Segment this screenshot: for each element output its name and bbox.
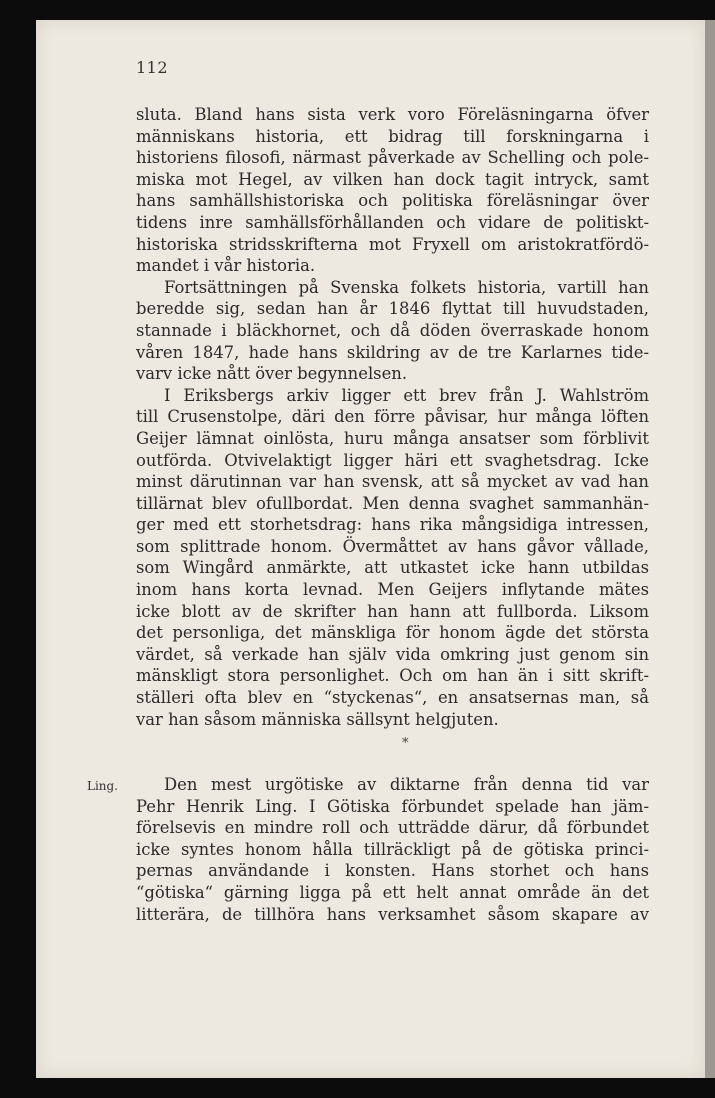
text-line: stannade i bläckhornet, och då döden överraskade honom	[136, 320, 649, 340]
text-line: beredde sig, sedan han år 1846 flyttat till huvudstaden,	[136, 299, 649, 319]
text-line: litterära, de tillhöra hans verksamhet såsom skapare av	[136, 904, 649, 924]
text-line: icke syntes honom hålla tillräckligt på de götiska princi-	[136, 839, 649, 859]
text-line: till Crusenstolpe, däri den förre påvisar, hur många löften	[136, 407, 649, 427]
text-line: icke blott av de skrifter han hann att fullborda. Liksom	[136, 601, 649, 621]
page-edge	[705, 20, 715, 1078]
page-number: 112	[136, 58, 169, 77]
text-line: ger med ett storhetsdrag: hans rika mångsidiga intressen,	[136, 515, 649, 535]
text-line: Fortsättningen på Svenska folkets historia, vartill han	[164, 277, 649, 297]
text-line: hans samhällshistoriska och politiska föreläsningar över	[136, 191, 649, 211]
text-line: historiska stridsskrifterna mot Fryxell om aristokratfördö-	[136, 234, 649, 254]
main-text-block	[136, 104, 649, 730]
section-asterisk: *	[402, 736, 409, 751]
text-line: inom hans korta levnad. Men Geijers inflytande mätes	[136, 580, 649, 600]
text-line: sluta. Bland hans sista verk voro Föreläsningarna öfver	[136, 105, 649, 124]
text-line: minst därutinnan var han svensk, att så mycket av vad han	[136, 472, 649, 492]
margin-note: Ling.	[86, 779, 118, 793]
text-line: värdet, så verkade han själv vida omkring just genom sin	[136, 644, 649, 664]
text-line: tidens inre samhällsförhållanden och vidare de politiskt-	[136, 212, 649, 232]
text-line: miska mot Hegel, av vilken han dock tagit intryck, samt	[136, 169, 649, 189]
text-line: Den mest urgötiske av diktarne från denna tid var	[164, 775, 649, 794]
text-line: mandet i vår historia.	[136, 256, 316, 276]
text-line: som Wingård anmärkte, att utkastet icke hann utbildas	[136, 558, 649, 578]
text-line: pernas användande i konsten. Hans storhet och hans	[136, 861, 649, 881]
text-line: I Eriksbergs arkiv ligger ett brev från J. Wahlström	[164, 385, 649, 405]
text-line: var han såsom människa sällsynt helgjuten.	[136, 709, 499, 729]
text-line: “götiska“ gärning ligga på ett helt annat område än det	[136, 882, 649, 902]
text-line: historiens filosofi, närmast påverkade av Schelling och pole-	[136, 148, 649, 168]
second-text-block	[136, 774, 649, 925]
text-line: våren 1847, hade hans skildring av de tre Karlarnes tide-	[136, 342, 649, 362]
text-line: varv icke nått över begynnelsen.	[136, 364, 408, 384]
text-line: tillärnat blev ofullbordat. Men denna svaghet sammanhän-	[136, 493, 649, 513]
text-line: outförda. Otvivelaktigt ligger häri ett svaghetsdrag. Icke	[136, 450, 649, 470]
text-line: mänskligt stora personlighet. Och om han än i sitt skrift-	[136, 666, 649, 686]
text-line: förelsevis en mindre roll och utträdde därur, då förbundet	[136, 818, 649, 838]
text-line: ställeri ofta blev en “styckenas“, en ansatsernas man, så	[136, 688, 649, 708]
text-line: Geijer lämnat oinlösta, huru många ansatser som förblivit	[136, 428, 649, 448]
text-line: människans historia, ett bidrag till forskningarna i	[136, 126, 649, 146]
text-line: det personliga, det mänskliga för honom ägde det största	[136, 623, 649, 643]
text-line: Pehr Henrik Ling. I Götiska förbundet spelade han jäm-	[136, 796, 649, 816]
text-line: som splittrade honom. Övermåttet av hans gåvor vållade,	[136, 536, 649, 556]
